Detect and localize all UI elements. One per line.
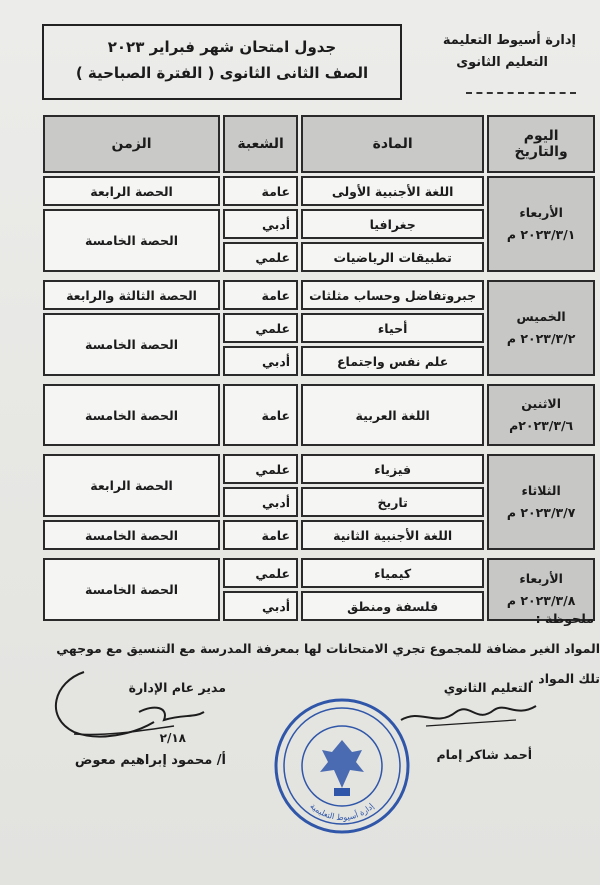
group-spacer — [43, 449, 595, 451]
exam-date: ٢٠٢٣/٣/٧ م — [506, 505, 576, 520]
handwritten-signature-left — [44, 662, 214, 752]
table-row — [43, 384, 595, 446]
branch-cell: أدبي — [223, 209, 298, 239]
subject-cell: تطبيقات الرياضيات — [301, 242, 484, 272]
stamp-text: إدارة أسيوط التعليمية — [308, 801, 376, 823]
branch-cell: عامة — [223, 384, 298, 446]
signature-title-left: مدير عام الإدارة — [128, 680, 226, 695]
group-spacer — [43, 379, 595, 381]
period-cell: الحصة الرابعة — [43, 176, 220, 206]
table-header-row — [43, 115, 595, 173]
branch-cell: علمي — [223, 454, 298, 484]
subject-cell: جغرافيا — [301, 209, 484, 239]
period-cell: الحصة الثالثة والرابعة — [43, 280, 220, 310]
subject-cell: تاريخ — [301, 487, 484, 517]
group-spacer — [43, 553, 595, 555]
branch-cell: عامة — [223, 176, 298, 206]
period-cell: الحصة الرابعة — [43, 454, 220, 517]
table-row — [43, 454, 595, 484]
day-name: الأربعاء — [519, 570, 563, 586]
exam-schedule-table — [40, 112, 598, 624]
notes-text: المواد الغير مضافة للمجموع تجري الامتحانات لها بمعرفة المدرسة مع التنسيق مع موجهي تلك المواد . — [56, 641, 600, 686]
header-time: الزمن — [43, 115, 220, 173]
exam-date: ٢٠٢٣/٣/٨ م — [506, 592, 576, 608]
subject-cell: أحياء — [301, 313, 484, 343]
branch-cell: علمي — [223, 242, 298, 272]
day-name: الاثنين — [521, 396, 561, 411]
notes-label: ملحوظة : — [535, 611, 594, 626]
branch-cell: علمي — [223, 313, 298, 343]
signature-name-left: أ/ محمود إبراهيم معوض — [74, 753, 226, 768]
title-line-2: الصف الثانى الثانوى ( الفترة الصباحية ) — [75, 64, 369, 82]
day-name: الخميس — [516, 309, 566, 324]
official-stamp — [272, 696, 412, 836]
department-name: التعليم الثانوى — [456, 55, 548, 70]
dashed-divider — [466, 92, 576, 94]
title-line-1: جدول امتحان شهر فبراير ٢٠٢٣ — [107, 38, 337, 56]
exam-date: ٢٠٢٣/٣/٦م — [509, 418, 574, 433]
signature-date: ٢/١٨ — [159, 731, 186, 745]
branch-cell: أدبي — [223, 487, 298, 517]
signature-name-right: أحمد شاكر إمام — [436, 747, 532, 762]
subject-cell: اللغة الأجنبية الثانية — [301, 520, 484, 550]
period-cell: الحصة الخامسة — [43, 209, 220, 272]
group-spacer — [43, 275, 595, 277]
period-cell: الحصة الخامسة — [43, 384, 220, 446]
directorate-header — [416, 30, 576, 94]
directorate-name: إدارة أسيوط التعليمة — [442, 33, 576, 48]
branch-cell: أدبي — [223, 591, 298, 621]
subject-cell: اللغة الأجنبية الأولى — [301, 176, 484, 206]
header-day: اليوم والتاريخ — [487, 115, 595, 173]
subject-cell: جبروتفاضل وحساب مثلثات — [301, 280, 484, 310]
day-date-cell — [487, 280, 595, 376]
day-date-cell — [487, 384, 595, 446]
day-name: الثلاثاء — [521, 483, 561, 498]
day-date-cell — [487, 454, 595, 550]
subject-cell: اللغة العربية — [301, 384, 484, 446]
branch-cell: عامة — [223, 280, 298, 310]
table-row — [43, 280, 595, 310]
period-cell: الحصة الخامسة — [43, 520, 220, 550]
header-subject: المادة — [301, 115, 484, 173]
branch-cell: أدبي — [223, 346, 298, 376]
table-row — [43, 558, 595, 588]
period-cell: الحصة الخامسة — [43, 558, 220, 621]
signature-title-right: التعليم الثانوي — [443, 680, 532, 695]
subject-cell: كيمياء — [301, 558, 484, 588]
branch-cell: علمي — [223, 558, 298, 588]
document-title-box — [42, 24, 402, 100]
subject-cell: فيزياء — [301, 454, 484, 484]
day-name: الأربعاء — [519, 205, 563, 220]
handwritten-signature-right — [396, 690, 546, 740]
day-date-cell — [487, 176, 595, 272]
period-cell: الحصة الخامسة — [43, 313, 220, 376]
table-row — [43, 176, 595, 206]
exam-date: ٢٠٢٣/٣/٢ م — [506, 331, 576, 346]
branch-cell: عامة — [223, 520, 298, 550]
header-branch: الشعبة — [223, 115, 298, 173]
exam-date: ٢٠٢٣/٣/١ م — [506, 227, 576, 242]
subject-cell: علم نفس واجتماع — [301, 346, 484, 376]
subject-cell: فلسفة ومنطق — [301, 591, 484, 621]
